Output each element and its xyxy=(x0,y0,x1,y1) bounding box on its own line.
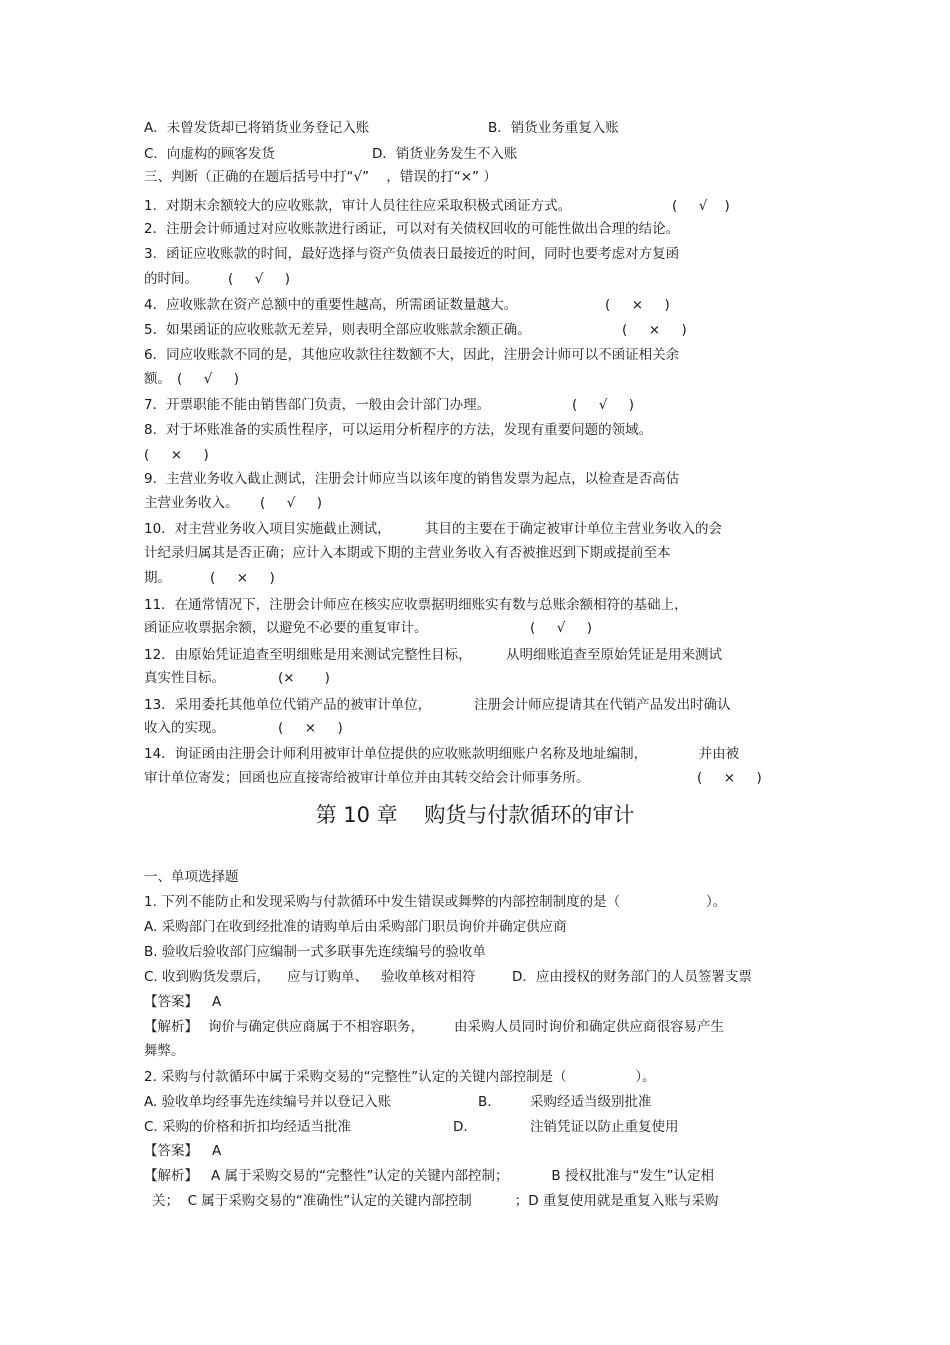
chapter-title: 第 10 章 购货与付款循环的审计 xyxy=(315,803,635,827)
q1-option-b: B. 验收后验收部门应编制一式多联事先连续编号的验收单 xyxy=(144,944,486,960)
q2-answer-label: 【答案】 xyxy=(144,1143,198,1159)
option-a: A．未曾发货却已将销货业务登记入账 xyxy=(144,120,370,136)
q2-answer: A xyxy=(212,1143,222,1159)
judgment-item-8: 8．对于坏账准备的实质性程序，可以运用分析程序的方法，发现有重要问题的领域。 xyxy=(144,422,653,438)
judgment-heading: 三、判断（正确的在题后括号中打“√” ，错误的打“×” ） xyxy=(144,169,497,185)
judgment-item-10: 10．对主营业务收入项目实施截止测试， 其目的主要在于确定被审计单位主营业务收入的会 xyxy=(144,521,723,537)
judgment-item-5: 5．如果函证的应收账款无差异，则表明全部应收账款余额正确。 xyxy=(144,322,531,338)
q1-option-a: A. 采购部门在收到经批准的请购单后由采购部门职员询价并确定供应商 xyxy=(144,919,567,935)
judgment-item-3: 3．函证应收账款的时间，最好选择与资产负债表日最接近的时间，同时也要考虑对方复函 xyxy=(144,246,680,262)
judgment-item-9-cont: 主营业务收入。 xyxy=(144,495,239,511)
judgment-item-6-cont: 额。 xyxy=(144,371,171,387)
q2-analysis-cont: 关； C 属于采购交易的“准确性”认定的关键内部控制 ；D 重复使用就是重复入账与采购 xyxy=(152,1193,719,1209)
judgment-mark-11: ( √ ) xyxy=(530,620,593,636)
judgment-item-1: 1．对期末余额较大的应收账款，审计人员往往应采取积极式函证方式。 xyxy=(144,198,572,214)
q1-stem: 1. 下列不能防止和发现采购与付款循环中发生错误或舞弊的内部控制制度的是（ ）。 xyxy=(144,894,727,910)
single-choice-heading: 一、单项选择题 xyxy=(144,869,239,885)
judgment-item-11-cont: 函证应收票据余额，以避免不必要的重复审计。 xyxy=(144,620,428,636)
judgment-mark-10: ( × ) xyxy=(210,570,275,586)
judgment-item-13-cont: 收入的实现。 xyxy=(144,720,225,736)
judgment-item-10-cont: 计纪录归属其是否正确；应计入本期或下期的主营业务收入有否被推迟到下期或提前至本 xyxy=(144,545,671,561)
q1-analysis: 询价与确定供应商属于不相容职务， 由采购人员同时询价和确定供应商很容易产生 xyxy=(208,1019,725,1035)
q2-analysis: A 属于采购交易的“完整性”认定的关键内部控制； B 授权批准与“发生”认定相 xyxy=(211,1168,714,1184)
judgment-mark-4: ( × ) xyxy=(605,297,670,313)
q1-answer-label: 【答案】 xyxy=(144,994,198,1010)
q1-analysis-label: 【解析】 xyxy=(144,1019,198,1035)
judgment-item-2: 2．注册会计师通过对应收账款进行函证，可以对有关债权回收的可能性做出合理的结论。 xyxy=(144,221,680,237)
q2-option-b-text: 采购经适当级别批准 xyxy=(530,1094,652,1110)
judgment-mark-9: ( √ ) xyxy=(260,495,323,511)
q1-analysis-cont: 舞弊。 xyxy=(144,1043,185,1059)
q2-option-d: D. xyxy=(453,1119,468,1135)
q1-answer: A xyxy=(212,994,222,1010)
q2-option-d-text: 注销凭证以防止重复使用 xyxy=(530,1119,679,1135)
judgment-item-10-cont2: 期。 xyxy=(144,570,171,586)
judgment-mark-14: ( × ) xyxy=(697,770,762,786)
judgment-mark-1: ( √ ) xyxy=(672,198,730,214)
judgment-item-6: 6．同应收账款不同的是，其他应收款往往数额不大，因此，注册会计师可以不函证相关余 xyxy=(144,347,680,363)
q1-option-c: C. 收到购货发票后， 应与订购单、 验收单核对相符 xyxy=(144,969,476,985)
judgment-mark-13: ( × ) xyxy=(278,720,343,736)
judgment-mark-3: ( √ ) xyxy=(228,271,291,287)
judgment-mark-8: ( × ) xyxy=(144,447,209,463)
option-b: B．销货业务重复入账 xyxy=(488,120,619,136)
judgment-mark-7: ( √ ) xyxy=(572,397,635,413)
judgment-item-9: 9．主营业务收入截止测试，注册会计师应当以该年度的销售发票为起点，以检查是否高估 xyxy=(144,471,680,487)
judgment-mark-5: ( × ) xyxy=(622,322,687,338)
judgment-item-3-cont: 的时间。 xyxy=(144,271,198,287)
judgment-item-12: 12．由原始凭证追查至明细账是用来测试完整性目标， 从明细账追查至原始凭证是用来测试 xyxy=(144,647,723,663)
q2-option-a: A. 验收单均经事先连续编号并以登记入账 xyxy=(144,1094,392,1110)
judgment-item-13: 13．采用委托其他单位代销产品的被审计单位， 注册会计师应提请其在代销产品发出时确认 xyxy=(144,697,731,713)
judgment-item-12-cont: 真实性目标。 xyxy=(144,670,225,686)
judgment-item-14-cont: 审计单位寄发；回函也应直接寄给被审计单位并由其转交给会计师事务所。 xyxy=(144,770,590,786)
option-d: D．销货业务发生不入账 xyxy=(372,146,518,162)
q2-option-b: B. xyxy=(478,1094,492,1110)
judgment-mark-12: (× ) xyxy=(278,670,330,686)
judgment-item-14: 14．询证函由注册会计师利用被审计单位提供的应收账款明细账户名称及地址编制， 并由被 xyxy=(144,746,740,762)
q2-option-c: C. 采购的价格和折扣均经适当批准 xyxy=(144,1119,352,1135)
q1-option-d: D．应由授权的财务部门的人员签署支票 xyxy=(512,969,752,985)
judgment-item-11: 11．在通常情况下，注册会计师应在核实应收票据明细账实有数与总账余额相符的基础上， xyxy=(144,597,688,613)
option-c: C．向虚构的顾客发货 xyxy=(144,146,275,162)
q2-stem: 2. 采购与付款循环中属于采购交易的“完整性”认定的关键内部控制是（ ）。 xyxy=(144,1069,656,1085)
judgment-item-4: 4．应收账款在资产总额中的重要性越高，所需函证数量越大。 xyxy=(144,297,518,313)
judgment-mark-6: ( √ ) xyxy=(177,371,240,387)
judgment-item-7: 7．开票职能不能由销售部门负责，一般由会计部门办理。 xyxy=(144,397,491,413)
q2-analysis-label: 【解析】 xyxy=(144,1168,198,1184)
